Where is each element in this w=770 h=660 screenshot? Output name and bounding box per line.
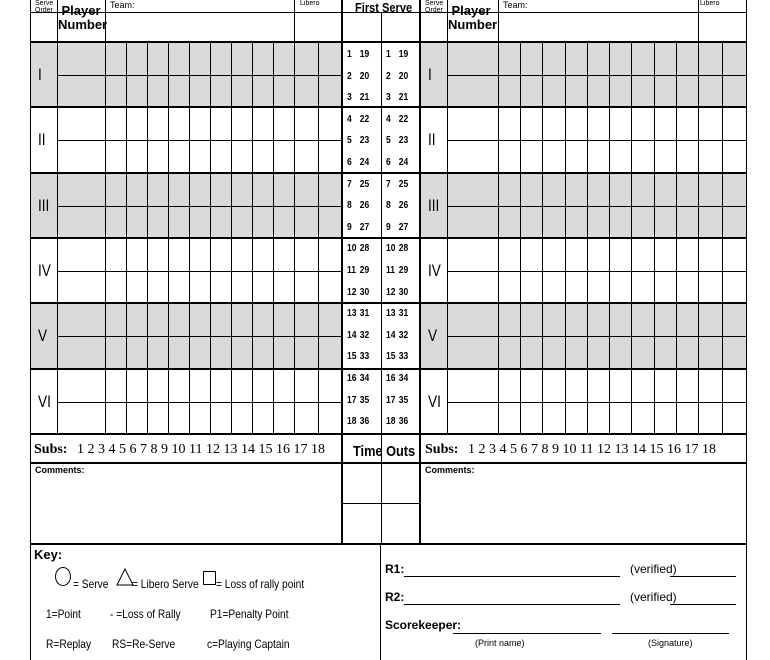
serve-circle-icon bbox=[55, 567, 71, 586]
header-rule bbox=[30, 12, 746, 13]
point-upper[interactable]: 25 bbox=[359, 179, 370, 190]
point-lower[interactable]: 11 bbox=[347, 265, 356, 276]
point-number-a[interactable] bbox=[347, 416, 374, 427]
point-lower[interactable]: 5 bbox=[386, 135, 391, 146]
point-lower[interactable]: 14 bbox=[347, 330, 357, 341]
point-number-b[interactable] bbox=[386, 135, 413, 146]
point-lower[interactable]: 16 bbox=[386, 373, 396, 384]
point-lower[interactable]: 12 bbox=[347, 287, 357, 298]
point-number-a[interactable] bbox=[347, 395, 374, 406]
scorekeeper-name-line[interactable] bbox=[453, 633, 601, 634]
right-player-number-label: Player Number bbox=[448, 3, 498, 32]
point-number-a[interactable] bbox=[347, 287, 374, 298]
left-score-col-line bbox=[126, 42, 127, 434]
right-serve-order-label: Serve Order bbox=[425, 0, 444, 14]
right-subs bbox=[425, 442, 716, 458]
row-divider bbox=[30, 302, 746, 304]
point-upper[interactable]: 26 bbox=[398, 200, 409, 211]
first-serve-label: First Serve bbox=[355, 0, 413, 15]
point-lower[interactable]: 9 bbox=[347, 222, 352, 233]
right-rotation-label: V bbox=[428, 326, 438, 345]
left-score-col-line bbox=[147, 42, 148, 434]
point-upper[interactable]: 35 bbox=[398, 395, 409, 406]
row-divider bbox=[30, 172, 746, 174]
left-comments-label: Comments: bbox=[35, 465, 85, 475]
point-upper[interactable]: 35 bbox=[359, 395, 370, 406]
r1-name-line[interactable] bbox=[404, 576, 620, 577]
key-replay: R=Replay bbox=[46, 637, 92, 651]
key-loss-rally-point: = Loss of rally point bbox=[216, 577, 305, 591]
point-upper[interactable]: 25 bbox=[398, 179, 409, 190]
point-upper[interactable]: 23 bbox=[359, 135, 370, 146]
point-number-b[interactable] bbox=[386, 49, 413, 60]
right-subs-numbers: 1 2 3 4 5 6 7 8 9 10 11 12 13 14 15 16 17 18 bbox=[467, 442, 716, 457]
point-upper[interactable]: 20 bbox=[398, 71, 409, 82]
print-name-caption: (Print name) bbox=[475, 638, 525, 648]
key-box-left bbox=[30, 543, 31, 660]
point-lower[interactable]: 13 bbox=[347, 308, 357, 319]
point-upper[interactable]: 24 bbox=[359, 157, 370, 168]
right-row-mid-line bbox=[447, 75, 746, 76]
point-upper[interactable]: 29 bbox=[398, 265, 409, 276]
point-number-a[interactable] bbox=[347, 222, 374, 233]
signature-caption: (Signature) bbox=[648, 638, 693, 648]
point-lower[interactable]: 9 bbox=[386, 222, 391, 233]
point-upper[interactable]: 29 bbox=[359, 265, 370, 276]
right-rotation-label: III bbox=[428, 196, 440, 215]
point-upper[interactable]: 23 bbox=[398, 135, 409, 146]
right-score-col-line bbox=[676, 42, 677, 434]
r1-verified-line[interactable] bbox=[670, 576, 736, 577]
right-score-col-line bbox=[587, 42, 588, 434]
point-lower[interactable]: 10 bbox=[386, 243, 396, 254]
r1-label: R1: bbox=[385, 562, 405, 576]
point-lower[interactable]: 6 bbox=[386, 157, 391, 168]
left-row-mid-line bbox=[57, 206, 342, 207]
row-divider bbox=[30, 433, 746, 435]
center-left-line bbox=[341, 0, 343, 543]
point-upper[interactable]: 31 bbox=[359, 308, 370, 319]
left-row-mid-line bbox=[57, 140, 342, 141]
left-team-label: Team: bbox=[110, 0, 135, 10]
point-number-a[interactable] bbox=[347, 49, 374, 60]
right-row-mid-line bbox=[447, 336, 746, 337]
left-score-col-line bbox=[189, 42, 190, 434]
point-number-b[interactable] bbox=[386, 222, 413, 233]
point-upper[interactable]: 20 bbox=[359, 71, 370, 82]
point-lower[interactable]: 1 bbox=[386, 49, 391, 60]
key-libero-serve: = Libero Serve bbox=[132, 577, 199, 591]
right-score-col-line bbox=[520, 42, 521, 434]
point-number-a[interactable] bbox=[347, 114, 374, 125]
row-divider bbox=[30, 368, 746, 370]
left-libero-col-line bbox=[318, 42, 319, 434]
point-number-b[interactable] bbox=[386, 373, 413, 384]
left-rotation-label: VI bbox=[38, 392, 51, 411]
right-rotation-label: II bbox=[428, 130, 436, 149]
point-number-b[interactable] bbox=[386, 308, 413, 319]
left-rotation-label: II bbox=[38, 130, 46, 149]
left-serve-order-label: Serve Order bbox=[35, 0, 54, 14]
point-lower[interactable]: 10 bbox=[347, 243, 357, 254]
left-score-col-line bbox=[252, 42, 253, 434]
key-playing-captain: c=Playing Captain bbox=[207, 637, 290, 651]
key-reserve: RS=Re-Serve bbox=[112, 637, 176, 651]
point-lower[interactable]: 12 bbox=[386, 287, 396, 298]
point-lower[interactable]: 5 bbox=[347, 135, 352, 146]
point-lower[interactable]: 15 bbox=[347, 351, 357, 362]
center-mid-line bbox=[381, 12, 382, 543]
point-upper[interactable]: 30 bbox=[359, 287, 370, 298]
right-score-col-line bbox=[609, 42, 610, 434]
right-libero-col-line bbox=[722, 42, 723, 434]
point-upper[interactable]: 34 bbox=[359, 373, 370, 384]
left-libero-label: Libero bbox=[300, 0, 320, 7]
point-upper[interactable]: 24 bbox=[398, 157, 409, 168]
left-score-col-line bbox=[210, 42, 211, 434]
right-row-mid-line bbox=[447, 140, 746, 141]
point-number-b[interactable] bbox=[386, 330, 413, 341]
comments-bottom-rule bbox=[30, 543, 746, 545]
point-upper[interactable]: 28 bbox=[398, 243, 409, 254]
left-subs-label: Subs: bbox=[34, 442, 68, 457]
right-row-mid-line bbox=[447, 402, 746, 403]
point-lower[interactable]: 1 bbox=[347, 49, 352, 60]
center-right-line bbox=[419, 0, 421, 543]
scorekeeper-label: Scorekeeper: bbox=[385, 618, 462, 632]
point-upper[interactable]: 19 bbox=[359, 49, 370, 60]
point-number-b[interactable] bbox=[386, 92, 413, 103]
key-box-right bbox=[746, 543, 747, 660]
r1-verified-label: (verified) bbox=[630, 562, 677, 576]
key-loss-of-rally: - =Loss of Rally bbox=[110, 607, 181, 621]
key-point: 1=Point bbox=[46, 607, 81, 621]
key-serve: = Serve bbox=[73, 577, 109, 591]
point-lower[interactable]: 13 bbox=[386, 308, 396, 319]
point-upper[interactable]: 21 bbox=[398, 92, 409, 103]
point-number-b[interactable] bbox=[386, 243, 413, 254]
right-team-col-line bbox=[498, 0, 499, 434]
point-number-a[interactable] bbox=[347, 373, 374, 384]
point-number-b[interactable] bbox=[386, 265, 413, 276]
point-lower[interactable]: 8 bbox=[347, 200, 352, 211]
point-number-b[interactable] bbox=[386, 351, 413, 362]
point-number-a[interactable] bbox=[347, 200, 374, 211]
left-player-number-label: Player Number bbox=[58, 3, 108, 32]
point-lower[interactable]: 3 bbox=[347, 92, 352, 103]
r2-verified-line[interactable] bbox=[670, 604, 736, 605]
right-score-col-line bbox=[654, 42, 655, 434]
point-lower[interactable]: 18 bbox=[347, 416, 357, 427]
left-score-col-line bbox=[168, 42, 169, 434]
right-score-col-line bbox=[542, 42, 543, 434]
point-upper[interactable]: 30 bbox=[398, 287, 409, 298]
point-number-a[interactable] bbox=[347, 265, 374, 276]
point-lower[interactable]: 6 bbox=[347, 157, 352, 168]
right-score-col-line bbox=[698, 0, 699, 434]
point-lower[interactable]: 15 bbox=[386, 351, 396, 362]
point-number-a[interactable] bbox=[347, 92, 374, 103]
left-rotation-label: IV bbox=[38, 261, 51, 280]
r2-label: R2: bbox=[385, 590, 405, 604]
right-comments-label: Comments: bbox=[425, 465, 475, 475]
key-title: Key: bbox=[34, 547, 63, 562]
right-player-col-line bbox=[447, 0, 448, 434]
point-number-b[interactable] bbox=[386, 416, 413, 427]
point-upper[interactable]: 22 bbox=[359, 114, 370, 125]
left-row-mid-line bbox=[57, 271, 342, 272]
row-divider bbox=[30, 41, 746, 43]
point-lower[interactable]: 7 bbox=[386, 179, 391, 190]
right-row-mid-line bbox=[447, 271, 746, 272]
right-rotation-label: I bbox=[428, 65, 432, 84]
point-number-a[interactable] bbox=[347, 308, 374, 319]
point-number-b[interactable] bbox=[386, 157, 413, 168]
point-lower[interactable]: 14 bbox=[386, 330, 396, 341]
right-subs-label: Subs: bbox=[425, 442, 459, 457]
point-number-a[interactable] bbox=[347, 135, 374, 146]
point-number-a[interactable] bbox=[347, 243, 374, 254]
time-outs-label: Time Outs bbox=[353, 443, 416, 460]
left-team-col-line bbox=[105, 0, 106, 434]
row-divider bbox=[30, 106, 746, 108]
key-penalty-point: P1=Penalty Point bbox=[210, 607, 289, 621]
point-lower[interactable]: 2 bbox=[386, 71, 391, 82]
r2-name-line[interactable] bbox=[404, 604, 620, 605]
left-rotation-label: I bbox=[38, 65, 42, 84]
point-lower[interactable]: 18 bbox=[386, 416, 396, 427]
left-score-col-line bbox=[294, 0, 295, 434]
point-lower[interactable]: 4 bbox=[347, 114, 352, 125]
point-number-b[interactable] bbox=[386, 71, 413, 82]
point-upper[interactable]: 27 bbox=[398, 222, 409, 233]
right-score-col-line bbox=[631, 42, 632, 434]
left-player-col-line bbox=[57, 0, 58, 434]
point-lower[interactable]: 16 bbox=[347, 373, 357, 384]
left-rotation-label: V bbox=[38, 326, 48, 345]
right-frame-line-right bbox=[746, 0, 747, 543]
left-row-mid-line bbox=[57, 75, 342, 76]
point-upper[interactable]: 28 bbox=[359, 243, 370, 254]
point-lower[interactable]: 7 bbox=[347, 179, 352, 190]
point-number-b[interactable] bbox=[386, 114, 413, 125]
point-number-a[interactable] bbox=[347, 351, 374, 362]
point-upper[interactable]: 27 bbox=[359, 222, 370, 233]
point-lower[interactable]: 2 bbox=[347, 71, 352, 82]
point-upper[interactable]: 21 bbox=[359, 92, 370, 103]
point-upper[interactable]: 36 bbox=[359, 416, 370, 427]
left-frame-line bbox=[30, 0, 31, 543]
point-number-a[interactable] bbox=[347, 179, 374, 190]
key-box-divider bbox=[380, 543, 381, 660]
point-upper[interactable]: 32 bbox=[398, 330, 409, 341]
point-number-a[interactable] bbox=[347, 330, 374, 341]
point-number-a[interactable] bbox=[347, 71, 374, 82]
right-score-col-line bbox=[565, 42, 566, 434]
point-number-b[interactable] bbox=[386, 287, 413, 298]
subs-bottom-rule bbox=[30, 462, 746, 464]
point-upper[interactable]: 22 bbox=[398, 114, 409, 125]
point-number-b[interactable] bbox=[386, 395, 413, 406]
left-row-mid-line bbox=[57, 402, 342, 403]
point-lower[interactable]: 17 bbox=[386, 395, 396, 406]
left-row-mid-line bbox=[57, 336, 342, 337]
point-upper[interactable]: 36 bbox=[398, 416, 409, 427]
point-number-a[interactable] bbox=[347, 157, 374, 168]
loss-square-icon bbox=[203, 571, 216, 585]
right-team-label: Team: bbox=[503, 0, 528, 10]
point-upper[interactable]: 26 bbox=[359, 200, 370, 211]
point-number-b[interactable] bbox=[386, 200, 413, 211]
point-lower[interactable]: 3 bbox=[386, 92, 391, 103]
point-upper[interactable]: 33 bbox=[398, 351, 409, 362]
point-upper[interactable]: 34 bbox=[398, 373, 409, 384]
point-number-b[interactable] bbox=[386, 179, 413, 190]
point-upper[interactable]: 33 bbox=[359, 351, 370, 362]
right-rotation-label: VI bbox=[428, 392, 441, 411]
point-lower[interactable]: 4 bbox=[386, 114, 391, 125]
left-score-col-line bbox=[273, 42, 274, 434]
row-divider bbox=[30, 237, 746, 239]
point-lower[interactable]: 8 bbox=[386, 200, 391, 211]
timeout-line bbox=[342, 503, 419, 504]
right-libero-label: Libero bbox=[700, 0, 720, 7]
r2-verified-label: (verified) bbox=[630, 590, 677, 604]
left-score-col-line bbox=[231, 42, 232, 434]
left-subs bbox=[34, 442, 325, 458]
left-subs-numbers: 1 2 3 4 5 6 7 8 9 10 11 12 13 14 15 16 17 18 bbox=[76, 442, 325, 457]
scorekeeper-signature-line[interactable] bbox=[612, 633, 729, 634]
right-rotation-label: IV bbox=[428, 261, 441, 280]
point-lower[interactable]: 17 bbox=[347, 395, 357, 406]
point-upper[interactable]: 31 bbox=[398, 308, 409, 319]
right-row-mid-line bbox=[447, 206, 746, 207]
point-upper[interactable]: 32 bbox=[359, 330, 370, 341]
point-lower[interactable]: 11 bbox=[386, 265, 395, 276]
point-upper[interactable]: 19 bbox=[398, 49, 409, 60]
left-rotation-label: III bbox=[38, 196, 50, 215]
